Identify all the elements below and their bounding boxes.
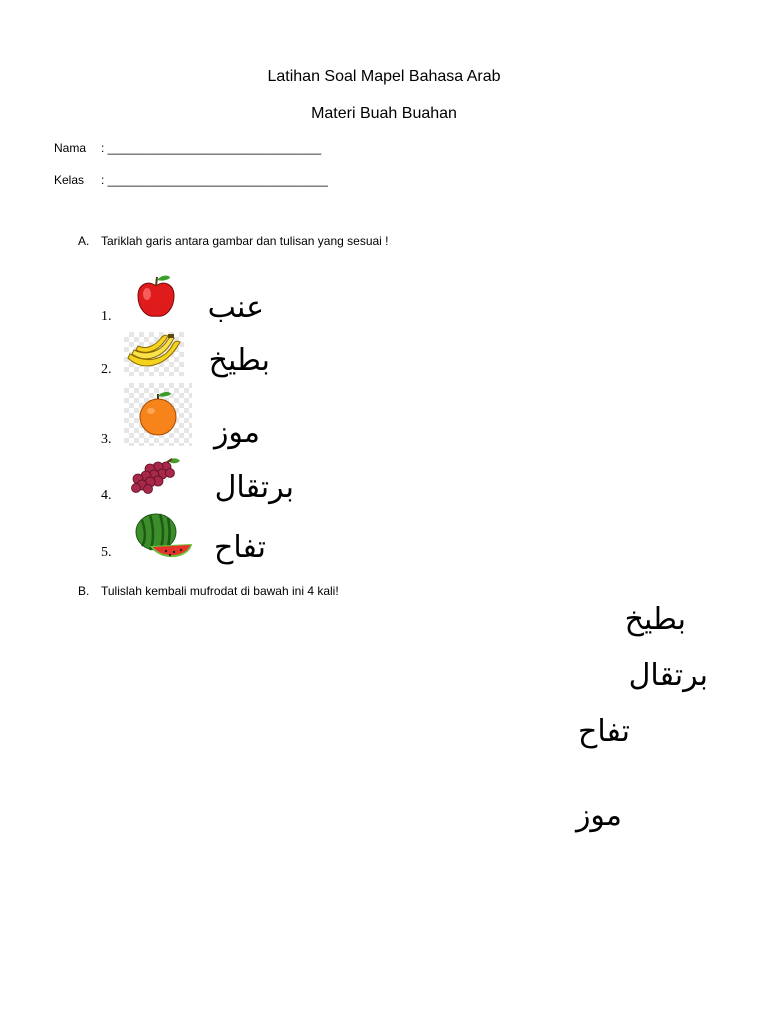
section-b-marker: B. (78, 584, 90, 598)
arabic-word-2: بطيخ (208, 343, 270, 378)
section-a-instruction: Tariklah garis antara gambar dan tulisan yang sesuai ! (101, 234, 389, 248)
watermelon-icon (132, 510, 194, 562)
item-number-5: 5. (101, 545, 112, 560)
item-number-2: 2. (101, 362, 112, 377)
arabic-word-5: تفاح (213, 530, 266, 565)
page-title: Latihan Soal Mapel Bahasa Arab (267, 68, 501, 85)
section-a-marker: A. (78, 234, 90, 248)
mufrodat-word-4: موز (575, 798, 622, 833)
kelas-label: Kelas (54, 173, 85, 187)
orange-icon (124, 383, 192, 446)
kelas-field[interactable]: : _________________________________ (101, 173, 328, 187)
arabic-word-1: عنب (207, 290, 264, 325)
banana-icon (124, 332, 184, 376)
grapes-icon (128, 455, 184, 499)
item-number-1: 1. (101, 309, 112, 324)
item-number-4: 4. (101, 488, 112, 503)
arabic-word-4: برتقال (214, 470, 294, 505)
page-subtitle: Materi Buah Buahan (311, 105, 457, 122)
nama-label: Nama (54, 141, 87, 155)
nama-field[interactable]: : ________________________________ (101, 141, 322, 155)
arabic-word-3: موز (213, 415, 260, 450)
mufrodat-word-1: بطيخ (624, 602, 686, 637)
mufrodat-word-2: برتقال (628, 658, 708, 693)
mufrodat-word-3: تفاح (577, 714, 630, 749)
section-b-instruction: Tulislah kembali mufrodat di bawah ini 4 kali! (101, 584, 339, 598)
apple-icon (132, 272, 180, 320)
item-number-3: 3. (101, 432, 112, 447)
